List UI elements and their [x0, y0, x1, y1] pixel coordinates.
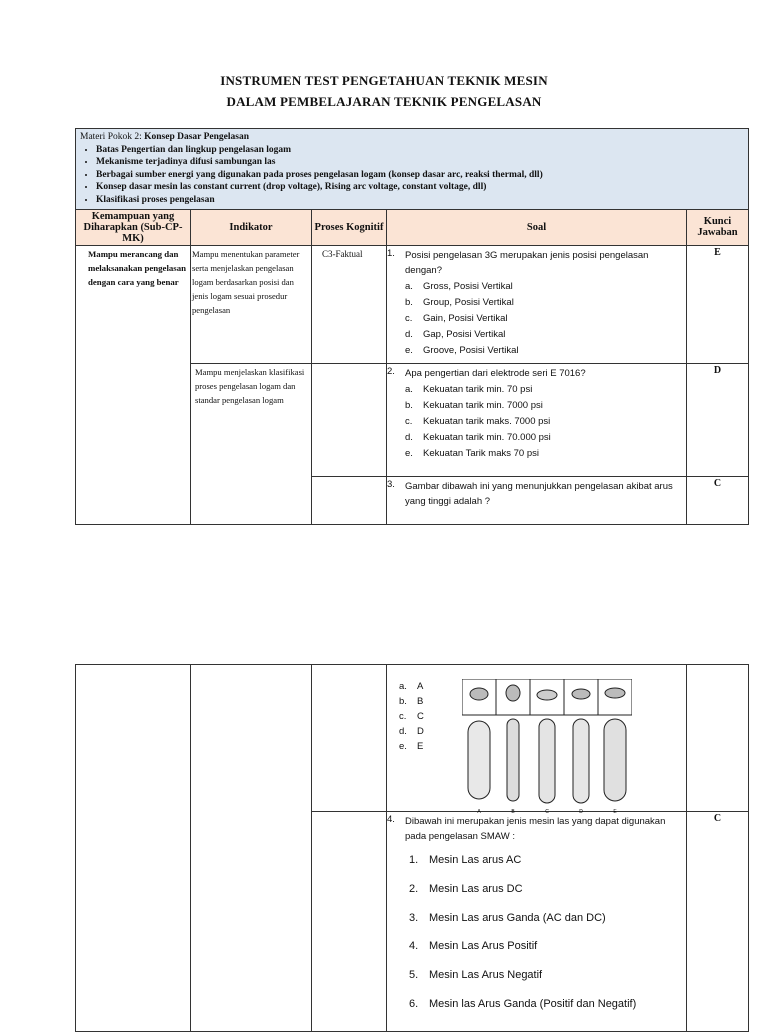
figure-label-e: E [613, 809, 617, 815]
kemampuan-cell-p2 [76, 665, 191, 1032]
kunci-cell-3: C [687, 476, 749, 524]
question-number: 1. [387, 247, 395, 259]
kunci-cell-4: C [687, 812, 749, 1032]
figure-label-c: C [545, 809, 549, 815]
kunci-cell-1: E [687, 245, 749, 363]
weld-bead-b [507, 719, 519, 801]
question-number: 2. [387, 365, 395, 377]
soal-cell-2 [387, 363, 687, 476]
figure-label-d: D [579, 809, 583, 815]
weld-cross-section-c [537, 690, 557, 700]
proses-cell-p2b [312, 812, 387, 1032]
weld-bead-figure [462, 679, 632, 815]
weld-bead-e [604, 719, 626, 801]
list-item: 3. Mesin Las arus Ganda (AC dan DC) [409, 911, 606, 924]
materi-item: • Mekanisme terjadinya difusi sambungan las [96, 156, 744, 169]
option-item: c. C [399, 711, 424, 722]
header-indikator: Indikator [191, 209, 312, 245]
kunci-cell-p2a [687, 665, 749, 812]
header-proses: Proses Kognitif [312, 209, 387, 245]
indikator-cell-p2 [191, 665, 312, 1032]
options-list [405, 382, 686, 462]
option-item: b. B [399, 696, 424, 707]
proses-cell-2 [312, 363, 387, 476]
question-text: Gambar dibawah ini yang menunjukkan pengelasan akibat arus yang tinggi adalah ? [405, 480, 673, 507]
soal-cell-4 [387, 812, 687, 1032]
options-list [405, 279, 686, 359]
materi-list [80, 144, 744, 207]
weld-cross-section-b [506, 685, 520, 701]
materi-pokok-box [76, 129, 749, 210]
proses-cell-1: C3-Faktual [312, 245, 387, 363]
option-item: d. D [399, 726, 424, 737]
option-item: a. Kekuatan tarik min. 70 psi [405, 383, 533, 395]
doc-title-line1: INSTRUMEN TEST PENGETAHUAN TEKNIK MESIN [220, 73, 548, 88]
option-item: c. Gain, Posisi Vertikal [405, 312, 508, 324]
option-item: c. Kekuatan tarik maks. 7000 psi [405, 415, 551, 427]
question-text: Posisi pengelasan 3G merupakan jenis posisi pengelasan dengan? [405, 249, 649, 276]
materi-topic: Konsep Dasar Pengelasan [144, 132, 249, 142]
option-item: a. A [399, 681, 424, 692]
proses-cell-p2a [312, 665, 387, 812]
kemampuan-cell: Mampu merancang dan melaksanakan pengelasan dengan cara yang benar [76, 245, 191, 524]
weld-cross-section-a [470, 688, 488, 700]
list-item: 1. Mesin Las arus AC [409, 854, 522, 866]
materi-item: • Berbagai sumber energi yang digunakan pada proses pengelasan logam (konsep dasar arc, reaksi thermal, dll) [96, 169, 744, 182]
figure-label-b: B [511, 809, 515, 815]
option-item: a. Gross, Posisi Vertikal [405, 280, 513, 292]
option-item: b. Group, Posisi Vertikal [405, 296, 514, 308]
doc-title-line2: DALAM PEMBELAJARAN TEKNIK PENGELASAN [226, 94, 542, 109]
list-item: 2. Mesin Las arus DC [409, 882, 523, 895]
weld-cross-section-e [605, 688, 625, 698]
list-item: 4. Mesin Las Arus Positif [409, 940, 538, 953]
weld-cross-section-d [572, 689, 590, 699]
kunci-cell-2: D [687, 363, 749, 476]
list-item: 5. Mesin Las Arus Negatif [409, 969, 543, 982]
materi-item: • Konsep dasar mesin las constant current (drop voltage), Rising arc voltage, constant voltage, dll) [96, 181, 744, 194]
question-number: 3. [387, 478, 395, 490]
weld-bead-d [573, 719, 589, 803]
weld-bead-c [539, 719, 555, 803]
soal-cell-1 [387, 245, 687, 363]
header-kemampuan: Kemampuan yang Diharapkan (Sub-CP-MK) [76, 209, 191, 245]
weld-bead-a [468, 721, 490, 799]
indikator-cell-1: Mampu menentukan parameter serta menjelaskan pengelasan logam berdasarkan posisi dan jenis logam sesuai prosedur pengelasan [191, 245, 312, 363]
figure-label-a: A [477, 809, 481, 815]
option-item: e. E [399, 741, 424, 752]
mesin-las-list [409, 854, 686, 1027]
option-item: e. Kekuatan Tarik maks 70 psi [405, 447, 539, 459]
option-item: d. Kekuatan tarik min. 70.000 psi [405, 431, 551, 443]
question-number: 4. [387, 814, 395, 825]
materi-item: • Batas Pengertian dan lingkup pengelasan logam [96, 144, 744, 157]
soal-cell-figure [387, 665, 687, 815]
list-item: 6. Mesin las Arus Ganda (Positif dan Negatif) [409, 997, 637, 1010]
option-item: e. Groove, Posisi Vertikal [405, 344, 519, 356]
question-text: Apa pengertian dari elektrode seri E 7016? [405, 367, 586, 379]
materi-label: Materi Pokok 2: [80, 132, 145, 142]
instrument-table-page1 [75, 128, 749, 525]
indikator-cell-2: Mampu menjelaskan klasifikasi proses pengelasan logam dan standar pengelasan logam [191, 363, 312, 524]
option-item: b. Kekuatan tarik min. 7000 psi [405, 399, 543, 411]
header-kunci: Kunci Jawaban [687, 209, 749, 245]
header-soal: Soal [387, 209, 687, 245]
materi-item: • Klasifikasi proses pengelasan [96, 194, 744, 207]
option-item: d. Gap, Posisi Vertikal [405, 328, 506, 340]
proses-cell-3 [312, 476, 387, 524]
soal-cell-3 [387, 476, 687, 524]
instrument-table-page2 [75, 664, 749, 1032]
question-text: Dibawah ini merupakan jenis mesin las yang dapat digunakan pada pengelasan SMAW : [405, 816, 666, 842]
